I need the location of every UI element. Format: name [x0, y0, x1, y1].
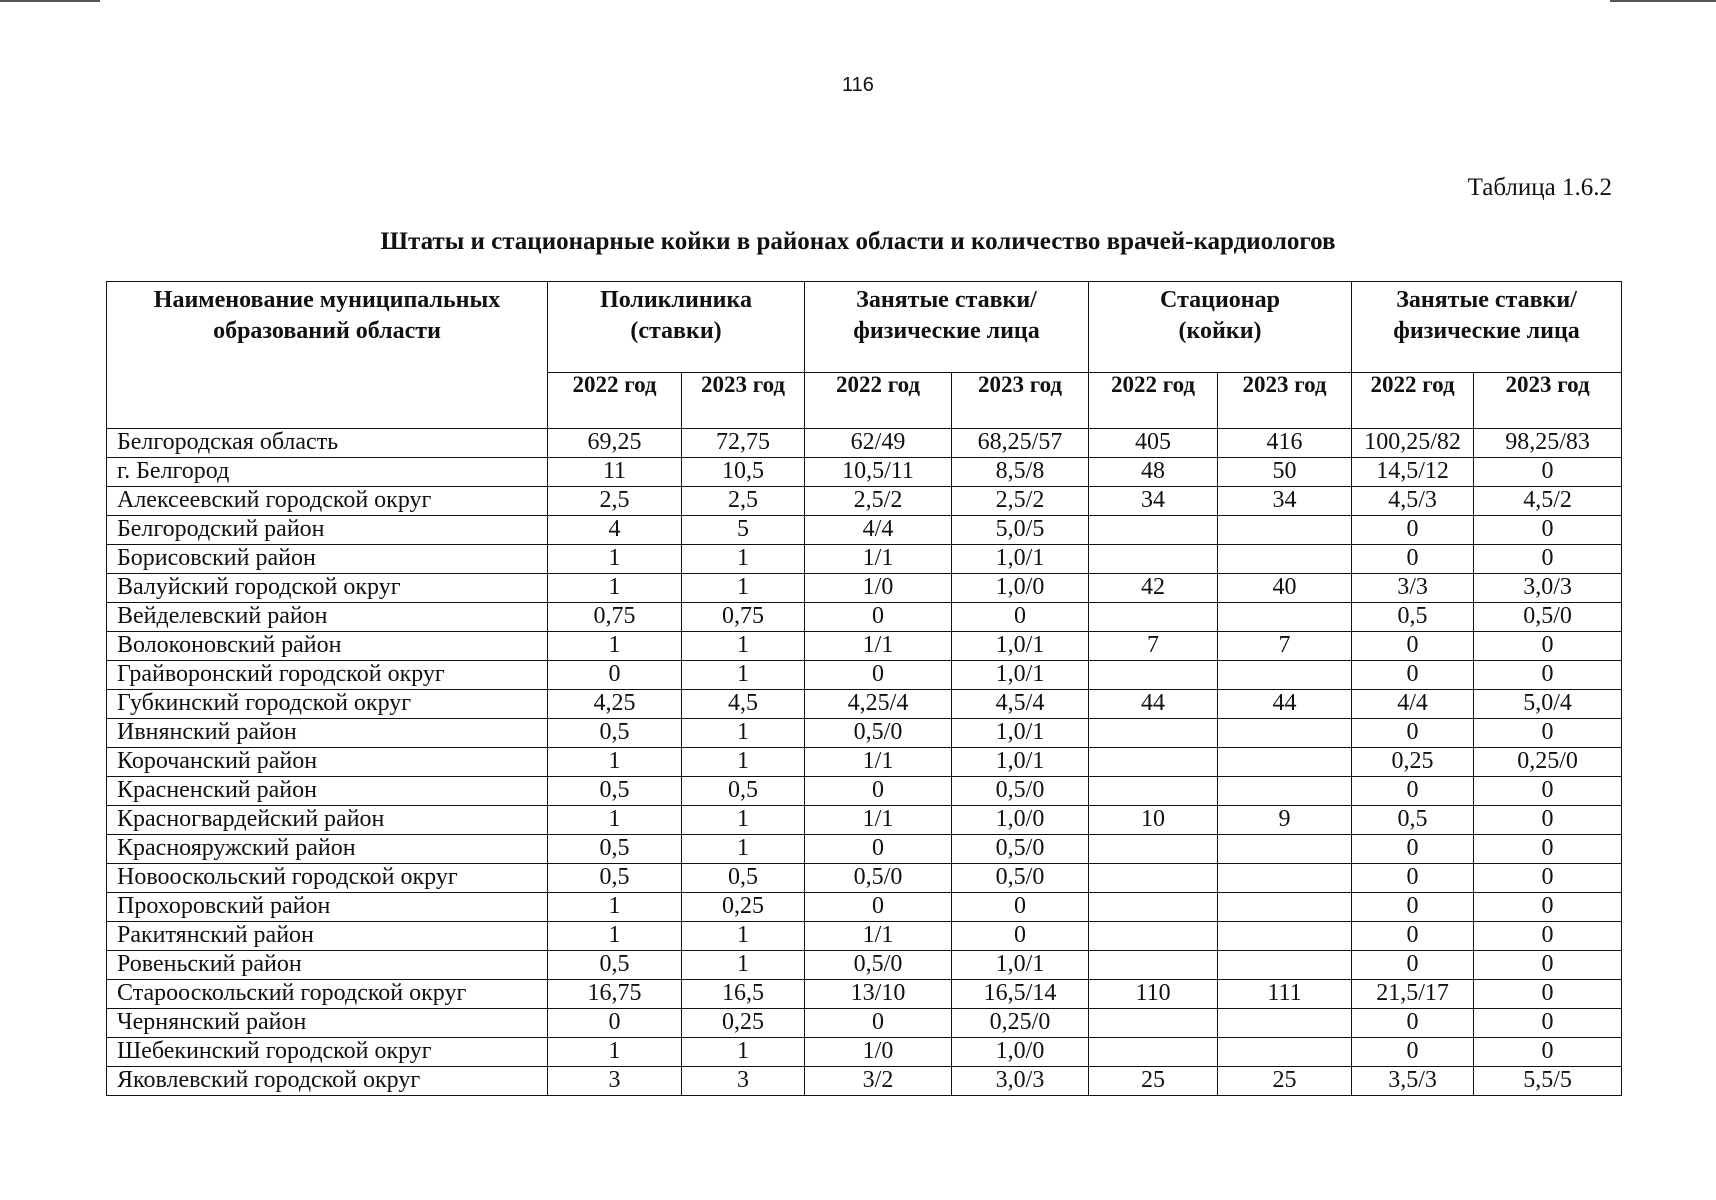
value-cell: 11	[548, 458, 682, 487]
value-cell: 5	[682, 516, 805, 545]
value-cell: 0	[1474, 864, 1622, 893]
value-cell: 0,5	[682, 864, 805, 893]
value-cell: 0	[1352, 661, 1474, 690]
table-row	[107, 429, 1622, 458]
region-name-cell: Старооскольский городской округ	[107, 980, 548, 1009]
value-cell	[1089, 893, 1218, 922]
value-cell: 25	[1089, 1067, 1218, 1096]
value-cell: 1	[682, 632, 805, 661]
value-cell: 40	[1218, 574, 1352, 603]
value-cell: 3/2	[805, 1067, 952, 1096]
value-cell: 4/4	[1352, 690, 1474, 719]
value-cell: 1,0/0	[952, 574, 1089, 603]
value-cell	[1089, 777, 1218, 806]
value-cell: 0	[1352, 516, 1474, 545]
value-cell: 0	[1474, 632, 1622, 661]
value-cell	[1218, 951, 1352, 980]
value-cell: 0	[1474, 806, 1622, 835]
value-cell: 0	[1352, 632, 1474, 661]
value-cell	[1218, 1009, 1352, 1038]
value-cell: 0	[952, 922, 1089, 951]
value-cell: 16,75	[548, 980, 682, 1009]
table-label: Таблица 1.6.2	[1467, 174, 1612, 201]
value-cell: 0,5	[1352, 806, 1474, 835]
region-name-cell: Новооскольский городской округ	[107, 864, 548, 893]
value-cell: 0	[805, 1009, 952, 1038]
value-cell: 4,5/4	[952, 690, 1089, 719]
value-cell: 1/1	[805, 922, 952, 951]
value-cell: 2,5/2	[952, 487, 1089, 516]
value-cell: 44	[1089, 690, 1218, 719]
value-cell: 10,5	[682, 458, 805, 487]
value-cell: 0	[952, 603, 1089, 632]
table-row	[107, 864, 1622, 893]
value-cell	[1218, 603, 1352, 632]
region-name-cell: Яковлевский городской округ	[107, 1067, 548, 1096]
table-row	[107, 545, 1622, 574]
value-cell: 0,5/0	[952, 777, 1089, 806]
value-cell: 1	[682, 1038, 805, 1067]
table-row	[107, 661, 1622, 690]
value-cell: 0	[1352, 545, 1474, 574]
region-name-cell: Ровеньский район	[107, 951, 548, 980]
group-header-occupied-rates-polyclinic: Занятые ставки/ физические лица	[805, 282, 1089, 373]
region-name-cell: Белгородский район	[107, 516, 548, 545]
value-cell: 98,25/83	[1474, 429, 1622, 458]
value-cell: 111	[1218, 980, 1352, 1009]
value-cell: 7	[1218, 632, 1352, 661]
group-header-hospital: Стационар (койки)	[1089, 282, 1352, 373]
page-number: 116	[842, 74, 874, 96]
group-header-occupied-rates-hospital: Занятые ставки/ физические лица	[1352, 282, 1622, 373]
value-cell: 1/1	[805, 748, 952, 777]
value-cell: 0	[1474, 777, 1622, 806]
value-cell: 0	[1474, 719, 1622, 748]
value-cell: 4,25	[548, 690, 682, 719]
region-name-cell: Волоконовский район	[107, 632, 548, 661]
value-cell: 1	[682, 922, 805, 951]
value-cell: 0	[1352, 893, 1474, 922]
value-cell: 2,5/2	[805, 487, 952, 516]
region-name-cell: Алексеевский городской округ	[107, 487, 548, 516]
region-name-cell: Краснояружский район	[107, 835, 548, 864]
value-cell: 3,5/3	[1352, 1067, 1474, 1096]
value-cell: 1/1	[805, 806, 952, 835]
value-cell: 1	[682, 806, 805, 835]
value-cell: 0	[1474, 980, 1622, 1009]
value-cell: 0,5/0	[952, 835, 1089, 864]
value-cell	[1218, 719, 1352, 748]
value-cell	[1089, 545, 1218, 574]
value-cell: 0	[1474, 835, 1622, 864]
value-cell: 1,0/1	[952, 632, 1089, 661]
table-row	[107, 690, 1622, 719]
value-cell: 3	[682, 1067, 805, 1096]
table-row	[107, 835, 1622, 864]
value-cell: 0	[1352, 951, 1474, 980]
value-cell: 3/3	[1352, 574, 1474, 603]
value-cell: 0	[805, 777, 952, 806]
value-cell: 0	[1474, 893, 1622, 922]
value-cell: 1	[548, 748, 682, 777]
value-cell: 9	[1218, 806, 1352, 835]
value-cell: 4,5/3	[1352, 487, 1474, 516]
value-cell: 0	[1474, 661, 1622, 690]
table-row	[107, 922, 1622, 951]
value-cell: 0,5	[682, 777, 805, 806]
value-cell: 0,5	[548, 951, 682, 980]
region-column-header: Наименование муниципальных образований области	[107, 282, 548, 429]
table-title: Штаты и стационарные койки в районах области и количество врачей-кардиологов	[380, 228, 1336, 255]
value-cell: 1	[682, 835, 805, 864]
value-cell: 1,0/0	[952, 806, 1089, 835]
value-cell	[1089, 1009, 1218, 1038]
value-cell: 0,75	[548, 603, 682, 632]
value-cell: 5,5/5	[1474, 1067, 1622, 1096]
value-cell: 4/4	[805, 516, 952, 545]
value-cell: 0,25/0	[952, 1009, 1089, 1038]
value-cell: 25	[1218, 1067, 1352, 1096]
value-cell: 0	[805, 603, 952, 632]
region-name-cell: Ракитянский район	[107, 922, 548, 951]
value-cell: 1	[548, 806, 682, 835]
value-cell: 48	[1089, 458, 1218, 487]
value-cell	[1089, 922, 1218, 951]
value-cell: 34	[1218, 487, 1352, 516]
value-cell: 3	[548, 1067, 682, 1096]
value-cell: 0	[1352, 922, 1474, 951]
value-cell: 1	[682, 661, 805, 690]
table-row	[107, 777, 1622, 806]
region-name-cell: Прохоровский район	[107, 893, 548, 922]
table-header	[107, 282, 1622, 429]
value-cell: 0	[548, 1009, 682, 1038]
value-cell: 0	[1474, 951, 1622, 980]
value-cell: 0	[1352, 719, 1474, 748]
data-table	[106, 281, 1622, 1096]
value-cell: 0	[1474, 1038, 1622, 1067]
table-row	[107, 951, 1622, 980]
value-cell: 110	[1089, 980, 1218, 1009]
value-cell: 1/1	[805, 545, 952, 574]
value-cell: 2,5	[548, 487, 682, 516]
region-name-cell: Красногвардейский район	[107, 806, 548, 835]
value-cell: 2,5	[682, 487, 805, 516]
value-cell	[1089, 661, 1218, 690]
value-cell: 0	[1474, 1009, 1622, 1038]
region-name-cell: Белгородская область	[107, 429, 548, 458]
value-cell	[1089, 516, 1218, 545]
year-header: 2022 год	[548, 373, 682, 429]
value-cell	[1089, 719, 1218, 748]
scan-edge-right	[1610, 0, 1716, 2]
region-name-cell: Чернянский район	[107, 1009, 548, 1038]
value-cell: 16,5/14	[952, 980, 1089, 1009]
value-cell: 0	[805, 893, 952, 922]
value-cell: 0,75	[682, 603, 805, 632]
value-cell: 0,25	[682, 893, 805, 922]
value-cell: 1	[682, 951, 805, 980]
table-row	[107, 1067, 1622, 1096]
value-cell: 8,5/8	[952, 458, 1089, 487]
region-name-cell: Борисовский район	[107, 545, 548, 574]
value-cell: 1,0/1	[952, 951, 1089, 980]
value-cell: 0	[1352, 777, 1474, 806]
year-header: 2023 год	[1474, 373, 1622, 429]
value-cell: 1,0/1	[952, 748, 1089, 777]
value-cell: 50	[1218, 458, 1352, 487]
value-cell: 10	[1089, 806, 1218, 835]
table-row	[107, 487, 1622, 516]
value-cell: 10,5/11	[805, 458, 952, 487]
value-cell: 0	[1474, 922, 1622, 951]
value-cell: 1	[682, 748, 805, 777]
region-name-cell: Корочанский район	[107, 748, 548, 777]
region-name-cell: г. Белгород	[107, 458, 548, 487]
value-cell: 416	[1218, 429, 1352, 458]
table-row	[107, 806, 1622, 835]
value-cell: 0	[1474, 516, 1622, 545]
table-row	[107, 1009, 1622, 1038]
region-name-cell: Валуйский городской округ	[107, 574, 548, 603]
year-header: 2022 год	[805, 373, 952, 429]
value-cell: 1	[682, 574, 805, 603]
table-row	[107, 516, 1622, 545]
region-name-cell: Шебекинский городской округ	[107, 1038, 548, 1067]
table-row	[107, 719, 1622, 748]
value-cell: 100,25/82	[1352, 429, 1474, 458]
value-cell: 0	[548, 661, 682, 690]
year-header: 2023 год	[682, 373, 805, 429]
value-cell: 68,25/57	[952, 429, 1089, 458]
value-cell	[1218, 748, 1352, 777]
value-cell: 72,75	[682, 429, 805, 458]
region-name-cell: Ивнянский район	[107, 719, 548, 748]
value-cell: 7	[1089, 632, 1218, 661]
value-cell	[1089, 864, 1218, 893]
value-cell: 0	[1352, 1009, 1474, 1038]
value-cell	[1089, 951, 1218, 980]
value-cell: 0	[1352, 864, 1474, 893]
value-cell: 4,5	[682, 690, 805, 719]
value-cell: 1	[548, 922, 682, 951]
value-cell: 0	[1474, 545, 1622, 574]
region-name-cell: Губкинский городской округ	[107, 690, 548, 719]
value-cell: 1/0	[805, 1038, 952, 1067]
value-cell: 62/49	[805, 429, 952, 458]
value-cell: 0	[1352, 1038, 1474, 1067]
value-cell: 0,5	[548, 719, 682, 748]
value-cell: 0,5	[548, 835, 682, 864]
value-cell: 0,25	[1352, 748, 1474, 777]
value-cell: 0,5/0	[1474, 603, 1622, 632]
value-cell: 3,0/3	[1474, 574, 1622, 603]
year-header: 2022 год	[1352, 373, 1474, 429]
value-cell: 1,0/0	[952, 1038, 1089, 1067]
region-name-cell: Красненский район	[107, 777, 548, 806]
value-cell	[1218, 835, 1352, 864]
value-cell: 5,0/4	[1474, 690, 1622, 719]
value-cell	[1218, 545, 1352, 574]
value-cell	[1089, 603, 1218, 632]
value-cell: 0,5/0	[805, 864, 952, 893]
value-cell: 4,25/4	[805, 690, 952, 719]
value-cell: 0,5/0	[952, 864, 1089, 893]
value-cell	[1218, 864, 1352, 893]
year-header: 2023 год	[952, 373, 1089, 429]
value-cell: 0,25	[682, 1009, 805, 1038]
table-row	[107, 603, 1622, 632]
value-cell: 44	[1218, 690, 1352, 719]
value-cell: 1,0/1	[952, 661, 1089, 690]
region-name-cell: Вейделевский район	[107, 603, 548, 632]
value-cell: 0	[805, 661, 952, 690]
value-cell: 1	[548, 545, 682, 574]
table-row	[107, 632, 1622, 661]
value-cell: 1	[682, 719, 805, 748]
value-cell	[1089, 835, 1218, 864]
value-cell: 1/1	[805, 632, 952, 661]
value-cell	[1218, 661, 1352, 690]
header-row-groups	[107, 282, 1622, 373]
group-header-polyclinic: Поликлиника (ставки)	[548, 282, 805, 373]
value-cell	[1218, 893, 1352, 922]
table-row	[107, 1038, 1622, 1067]
table-row	[107, 893, 1622, 922]
value-cell: 1	[682, 545, 805, 574]
value-cell: 21,5/17	[1352, 980, 1474, 1009]
value-cell	[1089, 1038, 1218, 1067]
value-cell: 0,5	[1352, 603, 1474, 632]
value-cell: 14,5/12	[1352, 458, 1474, 487]
value-cell: 69,25	[548, 429, 682, 458]
value-cell: 13/10	[805, 980, 952, 1009]
value-cell: 405	[1089, 429, 1218, 458]
value-cell: 0,25/0	[1474, 748, 1622, 777]
value-cell	[1218, 922, 1352, 951]
table-row	[107, 980, 1622, 1009]
value-cell: 0	[805, 835, 952, 864]
value-cell: 0,5	[548, 777, 682, 806]
table-row	[107, 748, 1622, 777]
value-cell: 42	[1089, 574, 1218, 603]
value-cell: 1	[548, 574, 682, 603]
scan-edge-left	[0, 0, 100, 2]
value-cell	[1218, 777, 1352, 806]
value-cell: 0	[1352, 835, 1474, 864]
value-cell: 1,0/1	[952, 719, 1089, 748]
value-cell: 3,0/3	[952, 1067, 1089, 1096]
year-header: 2023 год	[1218, 373, 1352, 429]
value-cell: 1,0/1	[952, 545, 1089, 574]
value-cell: 1/0	[805, 574, 952, 603]
value-cell: 0	[1474, 458, 1622, 487]
value-cell: 1	[548, 1038, 682, 1067]
value-cell: 4	[548, 516, 682, 545]
value-cell: 0	[952, 893, 1089, 922]
value-cell	[1089, 748, 1218, 777]
table-row	[107, 458, 1622, 487]
year-header: 2022 год	[1089, 373, 1218, 429]
value-cell: 34	[1089, 487, 1218, 516]
table-row	[107, 574, 1622, 603]
value-cell: 0,5	[548, 864, 682, 893]
value-cell: 0,5/0	[805, 951, 952, 980]
value-cell: 16,5	[682, 980, 805, 1009]
region-name-cell: Грайворонский городской округ	[107, 661, 548, 690]
value-cell	[1218, 1038, 1352, 1067]
value-cell: 0,5/0	[805, 719, 952, 748]
value-cell	[1218, 516, 1352, 545]
table-body	[107, 429, 1622, 1096]
value-cell: 5,0/5	[952, 516, 1089, 545]
value-cell: 1	[548, 893, 682, 922]
value-cell: 1	[548, 632, 682, 661]
value-cell: 4,5/2	[1474, 487, 1622, 516]
